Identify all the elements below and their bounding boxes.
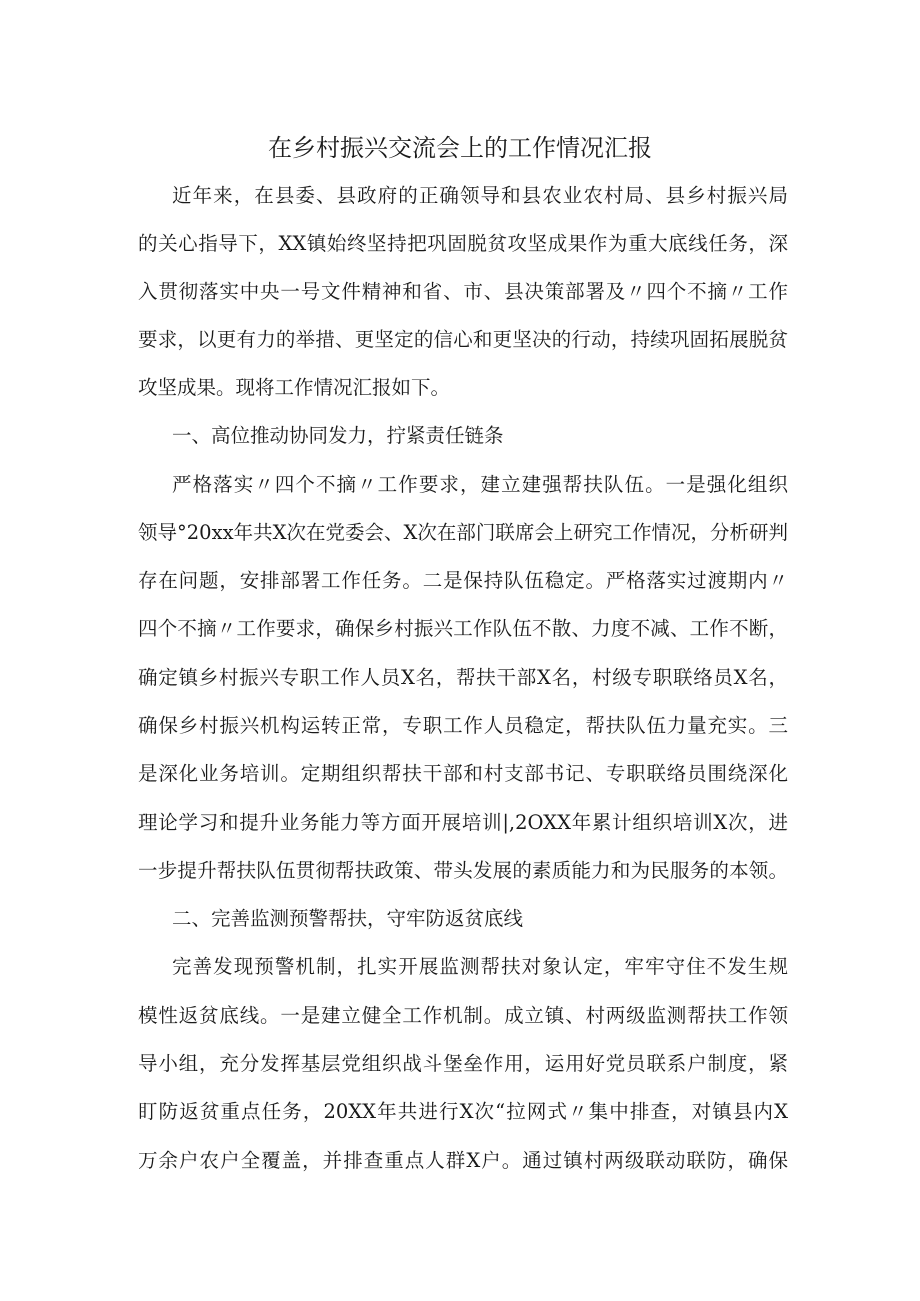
document-title: 在乡村振兴交流会上的工作情况汇报 (268, 134, 652, 162)
paragraph-line: 盯防返贫重点任务，20XX年共进行X次“拉网式〃集中排查，对镇县内X (138, 1100, 788, 1123)
paragraph-line: 的关心指导下，XX镇始终坚持把巩固脱贫攻坚成果作为重大底线任务，深 (138, 232, 788, 255)
paragraph-line: 万余户农户全覆盖，并排查重点人群X户。通过镇村两级联动联防，确保 (138, 1149, 788, 1172)
paragraph-line: 四个不摘〃工作要求，确保乡村振兴工作队伍不散、力度不减、工作不断， (138, 617, 788, 640)
paragraph-line: 存在问题，安排部署工作任务。二是保持队伍稳定。严格落实过渡期内〃 (138, 569, 788, 592)
paragraph-line: 一步提升帮扶队伍贯彻帮扶政策、带头发展的素质能力和为民服务的本领。 (138, 859, 788, 882)
section-heading-2: 二、完善监测预警帮扶，守牢防返贫底线 (172, 907, 524, 930)
paragraph-line: 导小组，充分发挥基层党组织战斗堡垒作用，运用好党员联系户制度，紧 (138, 1052, 788, 1075)
paragraph-line: 要求，以更有力的举措、更坚定的信心和更坚决的行动，持续巩固拓展脱贫 (138, 328, 788, 351)
paragraph-line: 确定镇乡村振兴专职工作人员X名，帮扶干部X名，村级专职联络员X名， (138, 666, 788, 689)
section-heading-1: 一、高位推动协同发力，拧紧责任链条 (172, 424, 504, 447)
paragraph-line: 模性返贫底线。一是建立健全工作机制。成立镇、村两级监测帮扶工作领 (138, 1004, 788, 1027)
paragraph-line: 完善发现预警机制，扎实开展监测帮扶对象认定，牢牢守住不发生规 (172, 955, 788, 978)
paragraph-line: 是深化业务培训。定期组织帮扶干部和村支部书记、专职联络员围绕深化 (138, 762, 788, 785)
paragraph-line: 入贯彻落实中央一号文件精神和省、市、县决策部署及〃四个不摘〃工作 (138, 280, 788, 303)
paragraph-line: 近年来，在县委、县政府的正确领导和县农业农村局、县乡村振兴局 (172, 184, 788, 207)
paragraph-line: 确保乡村振兴机构运转正常，专职工作人员稳定，帮扶队伍力量充实。三 (138, 714, 788, 737)
paragraph-line: 理论学习和提升业务能力等方面开展培训|,2OXX年累计组织培训X次，进 (138, 811, 788, 834)
paragraph-line: 攻坚成果。现将工作情况汇报如下。 (138, 376, 451, 399)
paragraph-line: 领导°20xx年共X次在党委会、X次在部门联席会上研究工作情况，分析研判 (138, 521, 788, 544)
paragraph-line: 严格落实〃四个不摘〃工作要求，建立建强帮扶队伍。一是强化组织 (172, 473, 788, 496)
